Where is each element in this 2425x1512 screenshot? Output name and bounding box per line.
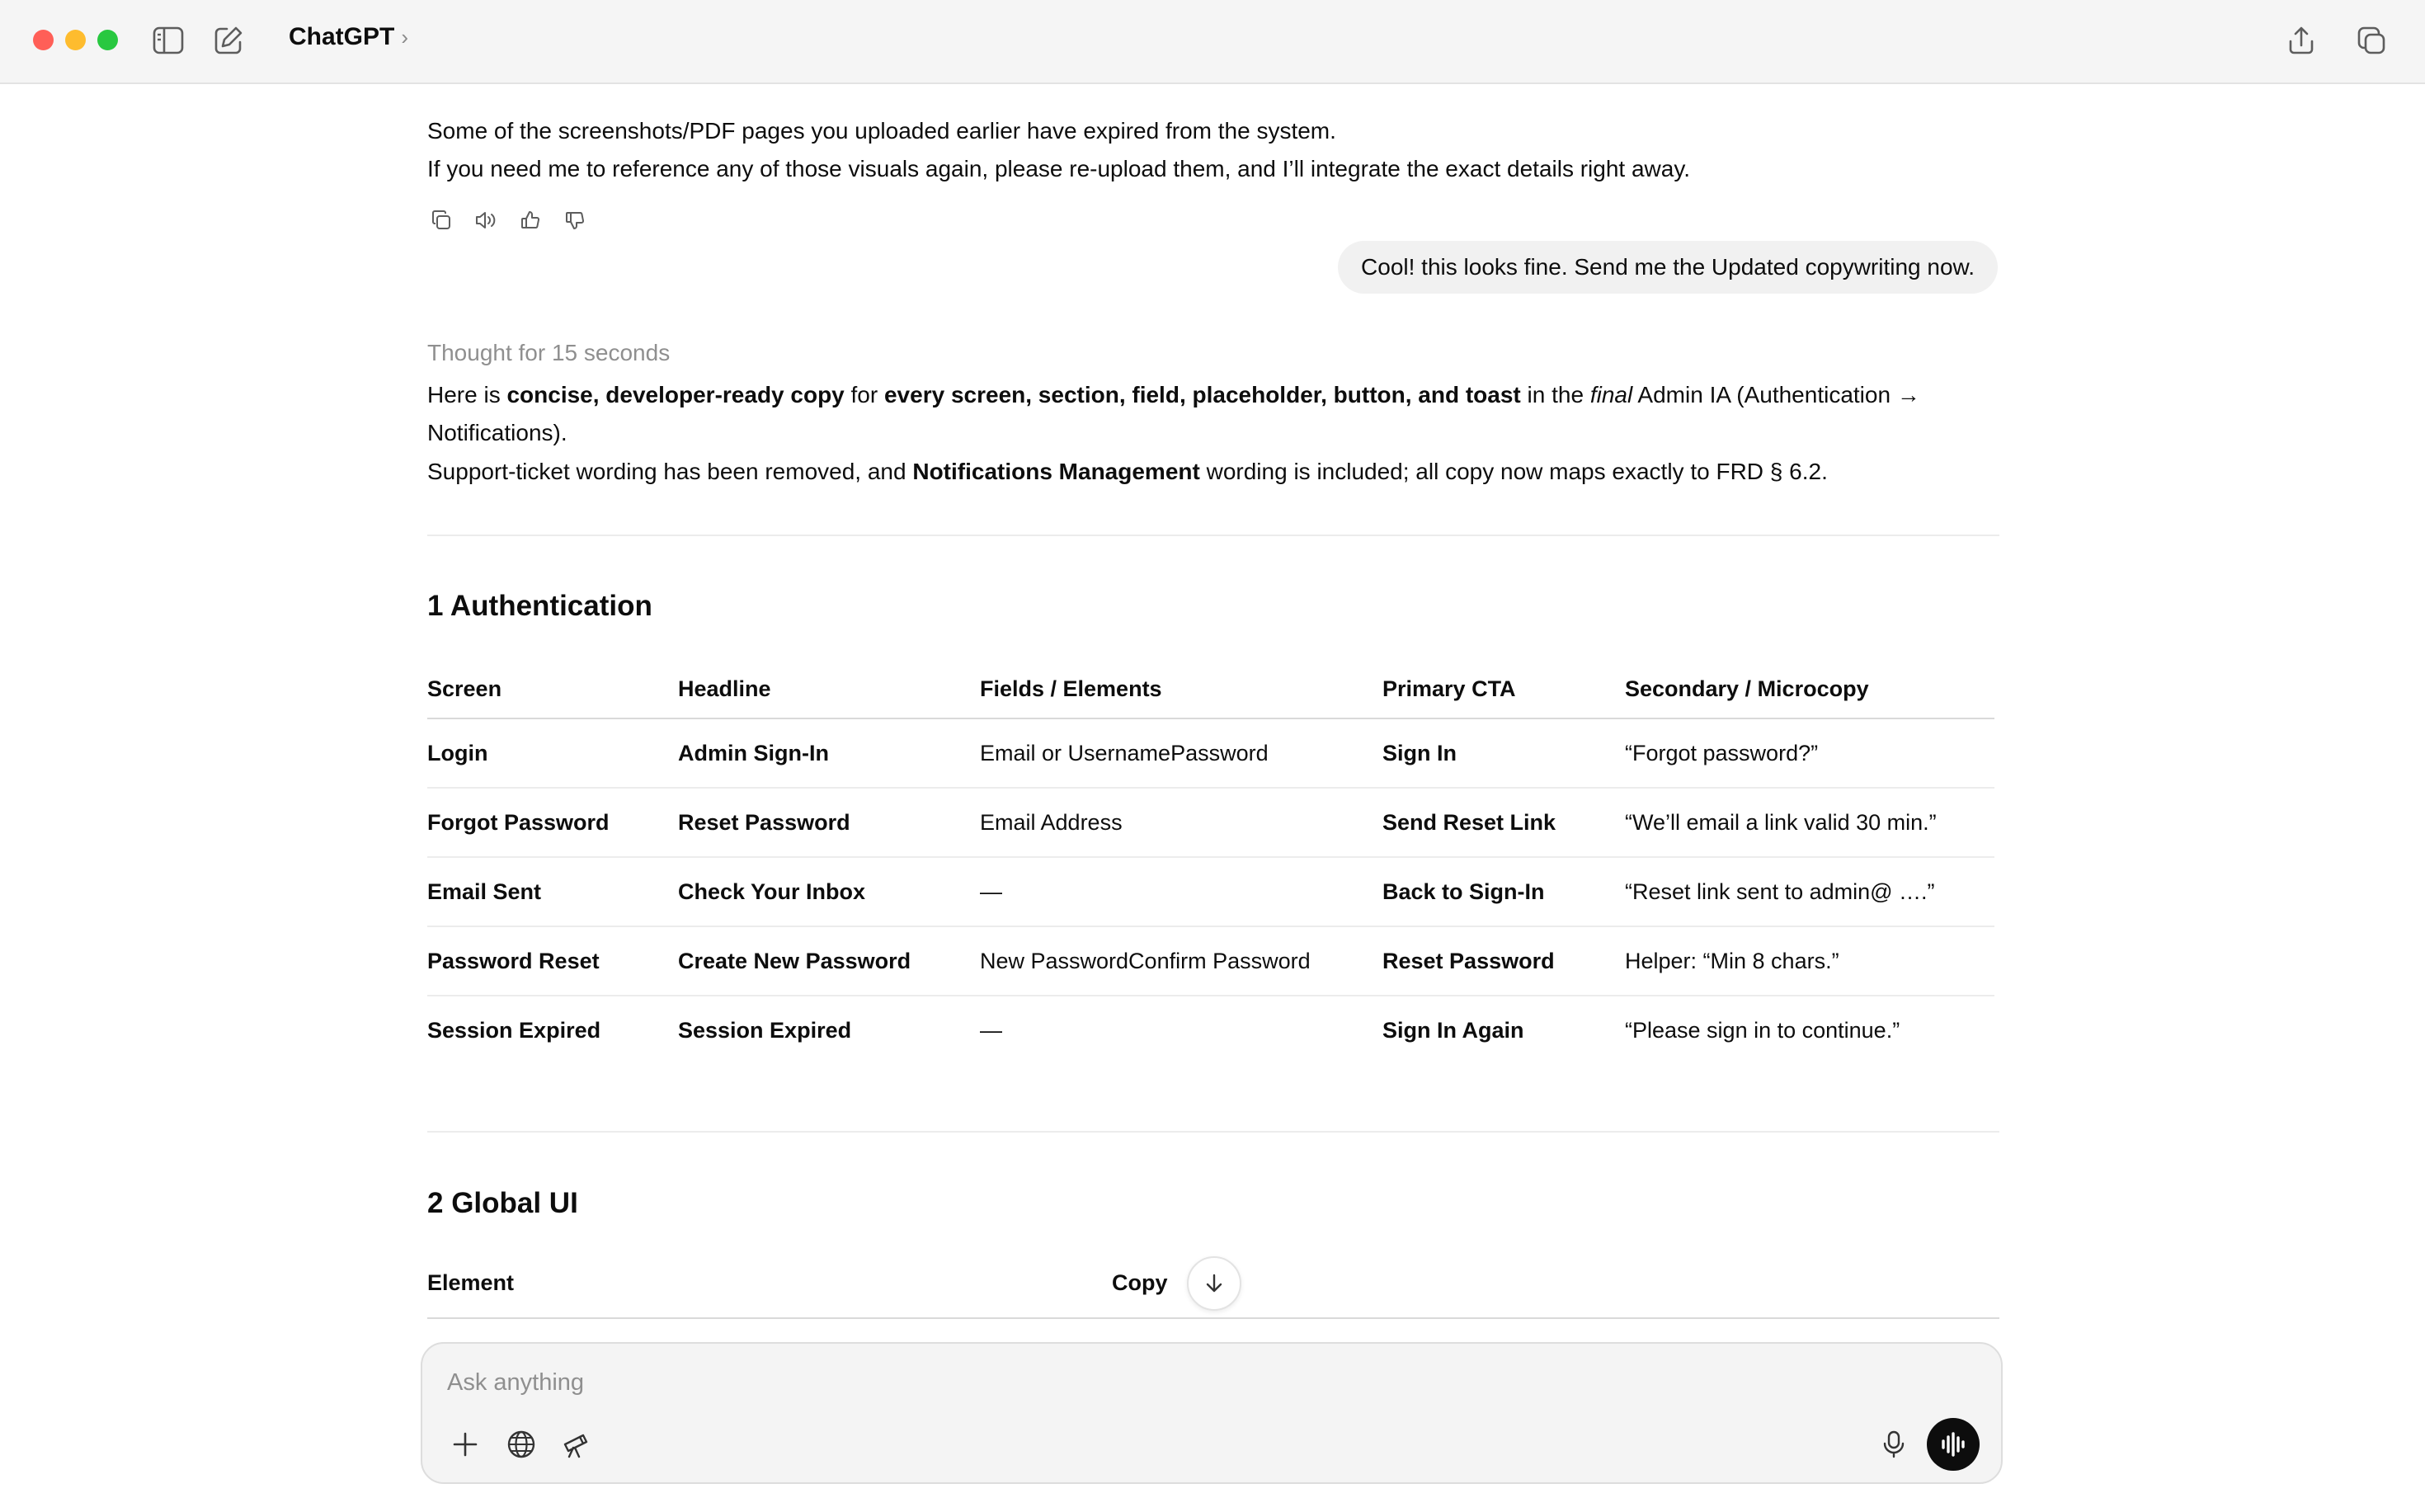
telescope-icon[interactable] xyxy=(558,1426,594,1463)
plus-icon[interactable] xyxy=(447,1426,483,1463)
sidebar-toggle-icon[interactable] xyxy=(149,21,187,59)
app-title: ChatGPT xyxy=(289,23,395,50)
thumbs-down-icon[interactable] xyxy=(561,206,589,234)
table-row xyxy=(427,926,1994,996)
composer xyxy=(421,1342,2003,1484)
screen-cell: Password Reset xyxy=(427,926,678,996)
microcopy-cell: “Forgot password?” xyxy=(1625,718,1994,788)
column-header: Screen xyxy=(427,660,678,718)
microcopy-cell: “Reset link sent to admin@ ….” xyxy=(1625,857,1994,926)
column-header: Copy xyxy=(1112,1270,1168,1295)
screen-cell: Session Expired xyxy=(427,1017,601,1043)
headline-cell: Create New Password xyxy=(678,926,980,996)
table-header-divider xyxy=(427,1317,1999,1319)
message-input[interactable] xyxy=(445,1360,1851,1405)
app-title-menu[interactable] xyxy=(289,23,408,51)
globe-icon[interactable] xyxy=(503,1426,539,1463)
thought-duration[interactable]: Thought for 15 seconds xyxy=(427,340,671,365)
screen-cell: Email Sent xyxy=(427,857,678,926)
column-header: Primary CTA xyxy=(1382,660,1625,718)
temporary-chat-icon[interactable] xyxy=(2352,21,2390,59)
fields-cell: Email Address xyxy=(980,788,1382,857)
table-row xyxy=(427,788,1994,857)
share-icon[interactable] xyxy=(2282,21,2320,59)
primary-cta-cell: Sign In Again xyxy=(1382,1017,1524,1043)
thumbs-up-icon[interactable] xyxy=(516,206,544,234)
column-header: Secondary / Microcopy xyxy=(1625,660,1994,718)
column-header: Element xyxy=(427,1270,515,1295)
chevron-right-icon: › xyxy=(401,24,409,49)
table-row xyxy=(427,718,1994,788)
close-window-button[interactable] xyxy=(33,30,54,50)
minimize-window-button[interactable] xyxy=(65,30,86,50)
intro-paragraph-2: Support-ticket wording has been removed, and Notifications Management wording is included; all copy now maps exactly to FRD § 6.2. xyxy=(427,459,1828,484)
fields-cell: New PasswordConfirm Password xyxy=(980,926,1382,996)
intro-paragraph-continued: Notifications). xyxy=(427,420,567,445)
section-heading-global-ui: 2 Global UI xyxy=(427,1187,578,1219)
column-header: Headline xyxy=(678,660,980,718)
intro-paragraph: Here is concise, developer-ready copy for every screen, section, field, placeholder, button, and toast in the final Admin IA (Authentication → xyxy=(427,382,1920,407)
fields-cell: — xyxy=(980,857,1382,926)
fields-cell: Email or UsernamePassword xyxy=(980,718,1382,788)
microphone-icon[interactable] xyxy=(1876,1426,1912,1463)
message-actions xyxy=(427,206,589,234)
section-divider xyxy=(427,535,1999,536)
headline-cell: Session Expired xyxy=(678,1017,852,1043)
primary-cta-cell: Sign In xyxy=(1382,718,1625,788)
headline-cell: Check Your Inbox xyxy=(678,857,980,926)
column-header: Fields / Elements xyxy=(980,660,1382,718)
assistant-message-line: Some of the screenshots/PDF pages you uploaded earlier have expired from the system. xyxy=(427,118,1336,144)
primary-cta-cell: Back to Sign-In xyxy=(1382,857,1625,926)
headline-cell: Admin Sign-In xyxy=(678,718,980,788)
copy-icon[interactable] xyxy=(427,206,455,234)
microcopy-cell: “We’ll email a link valid 30 min.” xyxy=(1625,788,1994,857)
screen-cell: Forgot Password xyxy=(427,788,678,857)
table-row xyxy=(427,996,1994,1064)
primary-cta-cell: Reset Password xyxy=(1382,926,1625,996)
microcopy-cell: “Please sign in to continue.” xyxy=(1625,1017,1900,1043)
scroll-to-bottom-button[interactable] xyxy=(1187,1256,1241,1311)
table-row xyxy=(427,857,1994,926)
arrow-down-icon xyxy=(1203,1273,1225,1294)
screen-cell: Login xyxy=(427,718,678,788)
user-message-bubble: Cool! this looks fine. Send me the Updated copywriting now. xyxy=(1338,241,1998,294)
authentication-copy-table xyxy=(427,660,1994,1064)
read-aloud-icon[interactable] xyxy=(472,206,500,234)
microcopy-cell: Helper: “Min 8 chars.” xyxy=(1625,926,1994,996)
assistant-message-line: If you need me to reference any of those visuals again, please re-upload them, and I’ll integrate the exact details right away. xyxy=(427,156,1691,181)
title-bar xyxy=(0,0,2425,84)
zoom-window-button[interactable] xyxy=(97,30,118,50)
section-divider xyxy=(427,1131,1999,1133)
primary-cta-cell: Send Reset Link xyxy=(1382,788,1625,857)
voice-mode-icon[interactable] xyxy=(1927,1418,1980,1471)
table-header-row xyxy=(427,660,1994,718)
headline-cell: Reset Password xyxy=(678,788,980,857)
fields-cell: — xyxy=(980,1017,1002,1043)
section-heading-authentication: 1 Authentication xyxy=(427,590,652,622)
new-chat-icon[interactable] xyxy=(210,21,247,59)
